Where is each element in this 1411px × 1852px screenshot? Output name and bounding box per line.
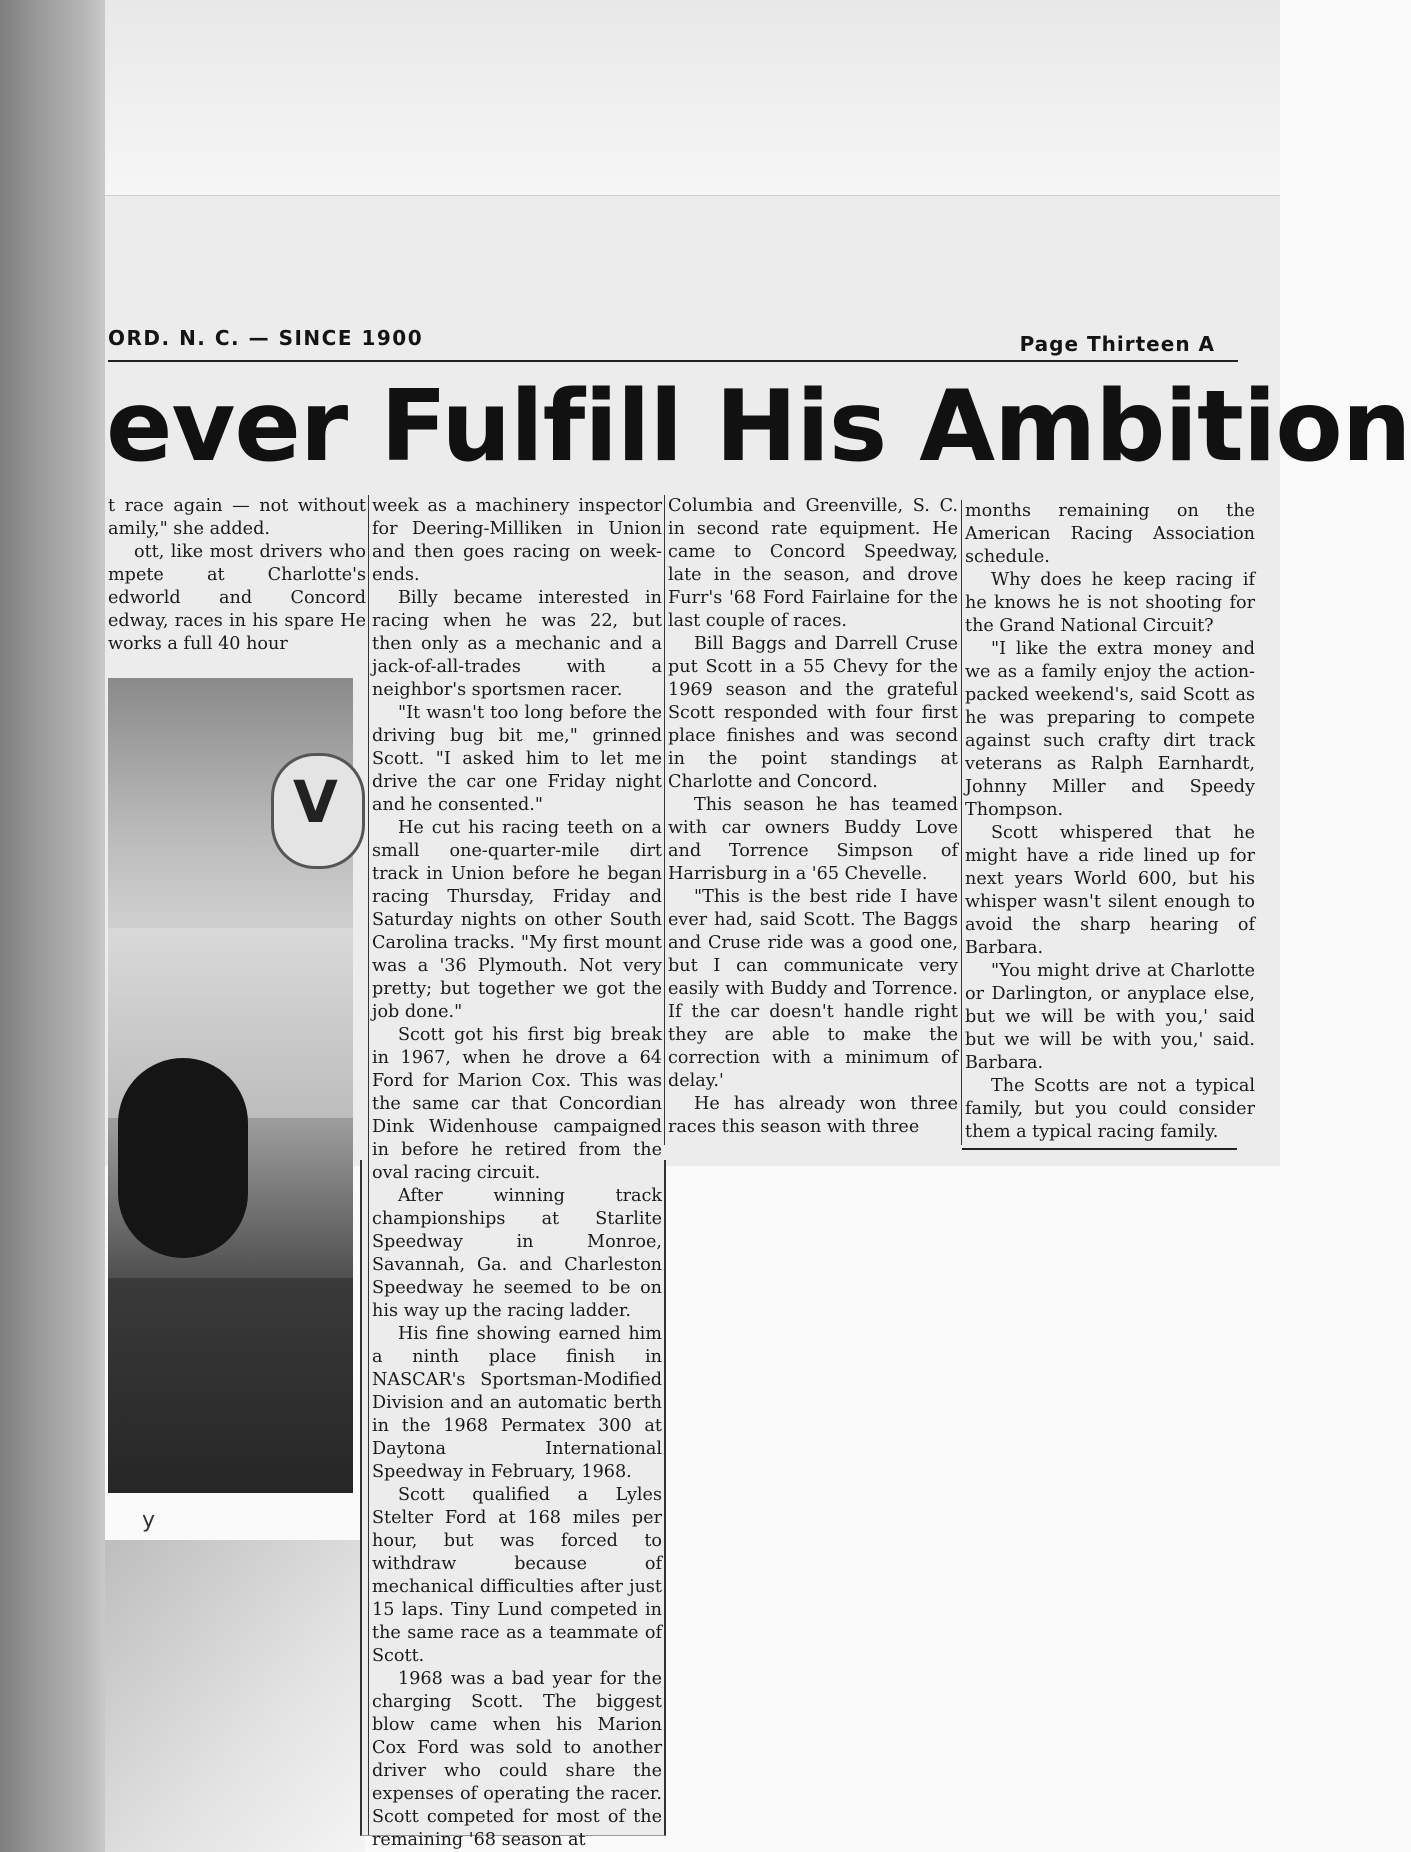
paragraph: t race again — not without amily," she added. [108,496,366,539]
header-rule [108,360,1238,362]
paragraph: Billy became interested in racing when he was 22, but then only as a mechanic and a jack-of-all-trades with a neighbor's sportsmen racer. [372,588,662,700]
scan-shadow-top [105,0,1280,195]
race-car-photo [108,678,353,1493]
paragraph: He has already won three races this season with three [668,1094,958,1137]
dateline: ORD. N. C. — SINCE 1900 [108,326,424,350]
article-column-2 [372,495,662,1852]
paragraph: He cut his racing teeth on a small one-quarter-mile dirt track in Union before he began racing Thursday, Friday and Saturday nights on other South Carolina tracks. "My first mount was a '36 Plymouth. Not very pretty; but together we got the job done." [372,818,662,1022]
paragraph: Columbia and Greenville, S. C. in second rate equipment. He came to Concord Speedway, late in the season, and drove Furr's '68 Ford Fairlaine for the last couple of races. [668,496,958,631]
paragraph: ott, like most drivers who mpete at Charlotte's edworld and Concord edway, races in his spare He works a full 40 hour [108,542,366,654]
column-divider [368,495,369,1835]
paragraph: "It wasn't too long before the driving bug bit me," grinned Scott. "I asked him to let me drive the car one Friday night and he consented." [372,703,662,815]
article-column-1 [108,495,366,656]
paragraph: months remaining on the American Racing Association schedule. [965,501,1255,567]
photo-caption-fragment: y [142,1508,156,1533]
paragraph: Scott got his first big break in 1967, when he drove a 64 Ford for Marion Cox. This was the same car that Concordian Dink Widenhouse campaigned in before he retired from the oval racing circuit. [372,1025,662,1183]
paragraph: "This is the best ride I have ever had, said Scott. The Baggs and Cruse ride was a good one, but I can communicate very easily with Buddy and Torrence. If the car doesn't handle right they are able to make the correction with a minimum of delay.' [668,887,958,1091]
scan-shadow-left [0,0,105,1852]
track-ground [108,1278,353,1493]
paragraph: 1968 was a bad year for the charging Scott. The biggest blow came when his Marion Cox Ford was sold to another driver who could share the expenses of operating the racer. Scott competed for most of the remaining '68 season at [372,1669,662,1850]
column-divider [664,495,665,1145]
paragraph: This season he has teamed with car owners Buddy Love and Torrence Simpson of Harrisburg in a '65 Chevelle. [668,795,958,884]
car-wheel [118,1058,248,1258]
headline: ever Fulfill His Ambition [106,370,1411,484]
paper-fold-shadow [105,1540,365,1852]
article-column-4 [965,500,1255,1144]
paragraph: Scott qualified a Lyles Stelter Ford at 168 miles per hour, but was forced to withdraw because of mechanical difficulties after just 15 laps. Tiny Lund competed in the same race as a teammate of Scott. [372,1485,662,1666]
paragraph: After winning track championships at Starlite Speedway in Monroe, Savannah, Ga. and Charleston Speedway he seemed to be on his way up the racing ladder. [372,1186,662,1321]
page-number: Page Thirteen A [1019,332,1215,356]
column-divider [961,500,962,1145]
paragraph: "You might drive at Charlotte or Darlington, or anyplace else, but we will be with you,' said but we will be with you,' said. Barbara. [965,961,1255,1073]
paragraph: His fine showing earned him a ninth place finish in NASCAR's Sportsman-Modified Division and an automatic berth in the 1968 Permatex 300 at Daytona International Speedway in February, 1968. [372,1324,662,1482]
paragraph: Why does he keep racing if he knows he is not shooting for the Grand National Circuit? [965,570,1255,636]
sign-letter: V [293,768,338,836]
paragraph: "I like the extra money and we as a family enjoy the action-packed weekend's, said Scott as he was preparing to compete against such crafty dirt track veterans as Ralph Earnhardt, Johnny Miller and Speedy Thompson. [965,639,1255,820]
article-column-3 [668,495,958,1139]
paragraph: Scott whispered that he might have a ride lined up for next years World 600, but his whisper wasn't silent enough to avoid the sharp hearing of Barbara. [965,823,1255,958]
paragraph: week as a machinery inspector for Deering-Milliken in Union and then goes racing on week-ends. [372,496,662,585]
article-end-rule [962,1148,1237,1150]
paragraph: The Scotts are not a typical family, but you could consider them a typical racing family. [965,1076,1255,1142]
paragraph: Bill Baggs and Darrell Cruse put Scott in a 55 Chevy for the 1969 season and the grateful Scott responded with four first place finishes and was second in the point standings at Charlotte and Concord. [668,634,958,792]
